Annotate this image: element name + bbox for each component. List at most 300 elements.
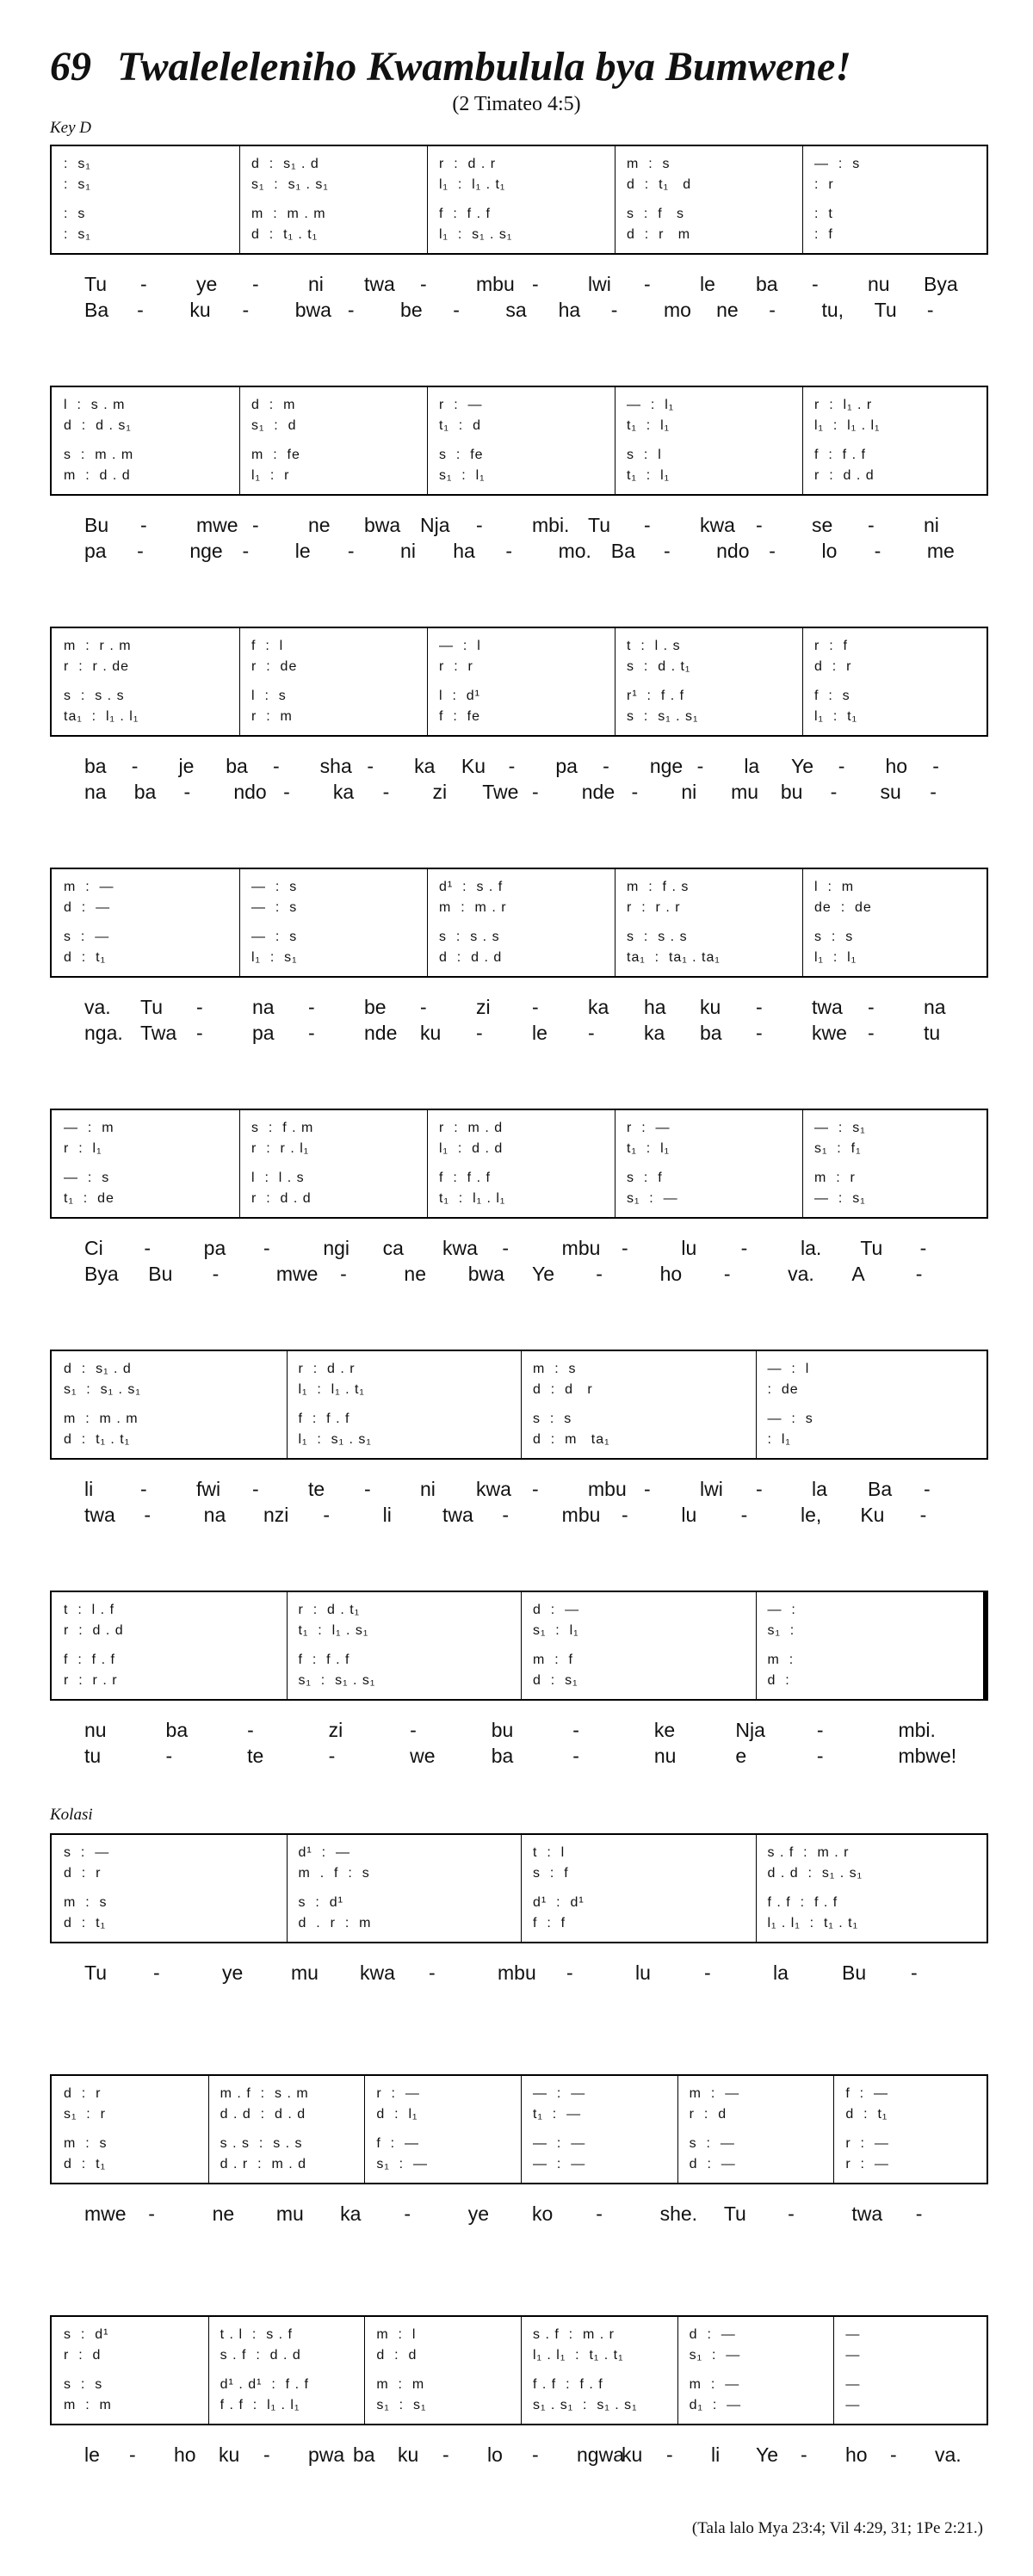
- lyric-syllable: na: [924, 996, 946, 1018]
- solfa-notes: s : f . m: [251, 1121, 314, 1135]
- solfa-notes: s₁ : —: [376, 2157, 428, 2171]
- solfa-notes: r : —: [845, 2136, 889, 2151]
- lyric-syllable: be: [400, 299, 423, 321]
- lyric-syllable: -: [263, 1237, 270, 1259]
- lyric-syllable: mwe: [275, 1263, 319, 1285]
- lyric-syllable: -: [801, 2443, 807, 2466]
- lyric-line: [50, 298, 988, 322]
- lyric-syllable: -: [756, 1022, 763, 1044]
- solfa-notes: d₁ : —: [689, 2398, 742, 2412]
- lyric-syllable: -: [283, 781, 290, 803]
- solfa-notes: — : —: [533, 2157, 586, 2171]
- lyric-syllable: kwa: [360, 1961, 395, 1984]
- lyric-syllable: -: [129, 2443, 136, 2466]
- solfa-notes: m : m . m: [251, 207, 326, 221]
- solfa-notes: m : fe: [251, 448, 300, 462]
- solfa-notes: s₁ : l₁: [533, 1623, 579, 1638]
- lyric-syllable: -: [788, 2202, 795, 2225]
- lyric-syllable: Ba: [84, 299, 109, 321]
- lyric-syllable: ni: [400, 540, 416, 562]
- lyric-syllable: -: [740, 1237, 748, 1259]
- lyric-syllable: te: [247, 1745, 264, 1767]
- solfa-notes: — : s: [251, 880, 298, 894]
- solfa-notes: — : s: [814, 157, 861, 171]
- lyric-line: [50, 513, 988, 537]
- solfa-notes: — : s₁: [814, 1121, 866, 1135]
- solfa-notes: r : d . r: [439, 157, 497, 171]
- lyric-syllable: she.: [659, 2202, 698, 2225]
- solfa-notes: d¹ : d¹: [533, 1895, 585, 1910]
- solfa-notes: t₁ : l₁: [627, 418, 671, 433]
- solfa-notes: r¹ : f . f: [627, 689, 685, 703]
- lyric-syllable: -: [347, 540, 355, 562]
- solfa-notes: s₁ : f₁: [814, 1141, 862, 1156]
- solfa-notes: d : —: [64, 900, 111, 915]
- lyric-syllable: ko: [532, 2202, 554, 2225]
- solfa-notes: m : f: [533, 1652, 573, 1667]
- solfa-notes: d : —: [689, 2157, 736, 2171]
- solfa-notes: r : —: [845, 2157, 889, 2171]
- lyric-syllable: -: [420, 996, 427, 1018]
- lyric-syllable: -: [323, 1504, 330, 1526]
- solfa-notes: — : l: [439, 639, 481, 653]
- lyric-syllable: la: [773, 1961, 789, 1984]
- solfa-notes: s : s . s: [627, 930, 688, 944]
- lyric-syllable: na: [84, 781, 107, 803]
- solfa-notes: l₁ : s₁ . s₁: [298, 1432, 372, 1447]
- lyric-syllable: ye: [196, 273, 218, 295]
- solfa-notes: r : r: [439, 659, 473, 674]
- solfa-notes: s₁ : s₁ . s₁: [251, 177, 329, 192]
- solfa-notes: m : m . m: [64, 1412, 139, 1426]
- solfa-notes: — : l: [767, 1362, 810, 1376]
- lyric-syllable: mu: [275, 2202, 304, 2225]
- bar-line: [287, 1835, 288, 1942]
- lyric-syllable: -: [137, 299, 144, 321]
- lyric-syllable: -: [505, 540, 513, 562]
- solfa-notes: t₁ : l₁: [627, 468, 671, 483]
- lyric-syllable: nu: [84, 1719, 107, 1741]
- lyric-line: [50, 1236, 988, 1260]
- lyric-syllable: -: [140, 273, 147, 295]
- lyric-syllable: su: [880, 781, 901, 803]
- lyric-syllable: nu: [868, 273, 890, 295]
- lyric-syllable: ka: [332, 781, 355, 803]
- lyric-syllable: -: [622, 1237, 628, 1259]
- solfa-notes: l₁ : l₁ . t₁: [298, 1382, 365, 1397]
- lyric-syllable: le: [700, 273, 715, 295]
- lyric-syllable: -: [756, 514, 763, 536]
- lyric-syllable: ho: [659, 1263, 683, 1285]
- lyric-syllable: le,: [801, 1504, 822, 1526]
- solfa-notes: s : s: [814, 930, 854, 944]
- lyric-syllable: nde: [364, 1022, 398, 1044]
- lyric-syllable: -: [572, 1745, 579, 1767]
- solfa-notes: d . d : s₁ . s₁: [767, 1866, 863, 1881]
- solfa-notes: d¹ : —: [298, 1845, 350, 1860]
- lyric-syllable: li: [382, 1504, 392, 1526]
- lyric-syllable: -: [868, 1022, 875, 1044]
- solfa-notes: s : l: [627, 448, 662, 462]
- lyric-syllable: nga.: [84, 1022, 123, 1044]
- solfa-notes: l : d¹: [439, 689, 481, 703]
- solfa-notes: —: [845, 2327, 861, 2342]
- bar-line: [833, 2317, 834, 2424]
- lyric-syllable: kwa: [700, 514, 735, 536]
- lyric-syllable: -: [532, 1478, 539, 1500]
- solfa-notes: r : d . d: [814, 468, 875, 483]
- solfa-notes: — : s: [251, 900, 298, 915]
- lyric-syllable: Ku: [461, 755, 486, 777]
- lyric-syllable: ndo: [716, 540, 750, 562]
- solfa-notes: m : —: [689, 2086, 740, 2101]
- lyric-syllable: -: [816, 1719, 824, 1741]
- tonic-solfa-system: [50, 2074, 988, 2184]
- solfa-notes: l₁ : t₁: [814, 709, 858, 724]
- lyric-syllable: -: [502, 1504, 509, 1526]
- lyric-syllable: -: [140, 1478, 147, 1500]
- solfa-notes: d : t₁ d: [627, 177, 692, 192]
- lyric-syllable: -: [252, 273, 259, 295]
- lyric-syllable: ne: [212, 2202, 235, 2225]
- solfa-notes: s : d¹: [64, 2327, 109, 2342]
- solfa-notes: s₁ : s₁: [376, 2398, 427, 2412]
- lyric-syllable: -: [148, 2202, 155, 2225]
- lyric-syllable: ka: [644, 1022, 665, 1044]
- solfa-notes: — : s: [767, 1412, 813, 1426]
- bar-line: [802, 1110, 803, 1217]
- lyric-syllable: e: [735, 1745, 747, 1767]
- solfa-notes: m . f : s . m: [220, 2086, 309, 2101]
- solfa-notes: f : —: [376, 2136, 419, 2151]
- tonic-solfa-system: [50, 627, 988, 737]
- solfa-notes: r : —: [376, 2086, 420, 2101]
- lyric-syllable: -: [816, 1745, 824, 1767]
- solfa-notes: r : d . d: [251, 1191, 312, 1206]
- lyric-line: [50, 780, 988, 804]
- lyric-syllable: -: [502, 1237, 509, 1259]
- bar-line: [239, 387, 240, 494]
- lyric-syllable: -: [340, 1263, 347, 1285]
- tonic-solfa-system: [50, 1109, 988, 1219]
- lyric-line: [50, 539, 988, 563]
- bar-line: [427, 146, 428, 253]
- lyric-syllable: -: [532, 273, 539, 295]
- solfa-notes: : t: [814, 207, 833, 221]
- bar-line: [239, 869, 240, 976]
- lyric-syllable: -: [756, 1478, 763, 1500]
- lyric-syllable: -: [144, 1237, 151, 1259]
- lyric-syllable: Tu: [588, 514, 610, 536]
- solfa-notes: f : s: [814, 689, 851, 703]
- lyric-syllable: zi: [328, 1719, 343, 1741]
- lyric-syllable: Tu: [140, 996, 163, 1018]
- solfa-notes: s₁ . s₁ : s₁ . s₁: [533, 2398, 638, 2412]
- lyric-syllable: -: [596, 2202, 603, 2225]
- lyric-syllable: ha: [644, 996, 666, 1018]
- lyric-syllable: kwa: [442, 1237, 478, 1259]
- lyric-syllable: Tu: [874, 299, 897, 321]
- solfa-notes: s : s . s: [439, 930, 500, 944]
- solfa-notes: s₁ : —: [627, 1191, 678, 1206]
- bar-line: [521, 2076, 522, 2183]
- solfa-notes: d : t₁ . t₁: [64, 1432, 131, 1447]
- solfa-notes: l : l . s: [251, 1171, 305, 1185]
- lyric-syllable: Ba: [610, 540, 635, 562]
- solfa-notes: s . s : s . s: [220, 2136, 303, 2151]
- solfa-notes: d : m ta₁: [533, 1432, 610, 1447]
- bar-line: [208, 2317, 209, 2424]
- solfa-notes: l₁ : l₁ . l₁: [814, 418, 881, 433]
- solfa-notes: : s₁: [64, 157, 91, 171]
- solfa-notes: d : r m: [627, 227, 691, 242]
- lyric-syllable: ne: [308, 514, 331, 536]
- bar-line: [239, 146, 240, 253]
- lyric-syllable: -: [631, 781, 639, 803]
- solfa-notes: — : —: [533, 2136, 586, 2151]
- solfa-notes: s : f s: [627, 207, 685, 221]
- bar-line: [756, 1592, 757, 1699]
- lyric-syllable: -: [252, 1478, 259, 1500]
- lyric-syllable: kwe: [812, 1022, 847, 1044]
- lyric-syllable: be: [364, 996, 387, 1018]
- solfa-notes: s : s . s: [64, 689, 125, 703]
- solfa-notes: d : t₁: [64, 950, 106, 965]
- solfa-notes: d : d . s₁: [64, 418, 132, 433]
- lyric-syllable: -: [666, 2443, 673, 2466]
- solfa-notes: : r: [814, 177, 834, 192]
- lyric-syllable: va.: [788, 1263, 814, 1285]
- bar-line: [427, 1110, 428, 1217]
- lyric-syllable: mbu: [561, 1237, 601, 1259]
- solfa-notes: r : r . de: [64, 659, 130, 674]
- solfa-notes: d : r: [814, 659, 852, 674]
- lyric-syllable: na: [252, 996, 275, 1018]
- lyric-syllable: -: [663, 540, 671, 562]
- solfa-notes: r : —: [439, 398, 483, 412]
- lyric-syllable: ba: [133, 781, 157, 803]
- solfa-notes: d : t₁: [64, 2157, 106, 2171]
- solfa-notes: r : r . r: [64, 1673, 118, 1688]
- lyric-syllable: le: [84, 2443, 100, 2466]
- bar-line: [677, 2076, 678, 2183]
- lyric-syllable: -: [919, 1237, 927, 1259]
- lyric-syllable: ha: [453, 540, 475, 562]
- solfa-notes: d : s₁ . d: [251, 157, 319, 171]
- lyric-syllable: ha: [558, 299, 581, 321]
- solfa-notes: m : m . r: [439, 900, 507, 915]
- solfa-notes: d : —: [533, 1603, 580, 1617]
- lyric-syllable: Nja: [420, 514, 450, 536]
- lyric-syllable: ye: [222, 1961, 244, 1984]
- lyric-syllable: ba: [756, 273, 778, 295]
- lyric-syllable: -: [644, 273, 651, 295]
- lyric-syllable: pa: [252, 1022, 275, 1044]
- lyric-syllable: mu: [291, 1961, 319, 1984]
- solfa-notes: d . d : d . d: [220, 2107, 306, 2122]
- lyric-syllable: -: [212, 1263, 220, 1285]
- solfa-notes: f : f: [533, 1916, 566, 1930]
- bar-line: [287, 1592, 288, 1699]
- lyric-line: [50, 1021, 988, 1045]
- lyric-syllable: me: [926, 540, 955, 562]
- lyric-syllable: Tu: [84, 1961, 107, 1984]
- lyric-syllable: -: [622, 1504, 628, 1526]
- hymn-number: 69: [50, 44, 91, 90]
- solfa-notes: s : d¹: [298, 1895, 343, 1910]
- lyric-syllable: -: [144, 1504, 151, 1526]
- lyric-syllable: mwe: [196, 514, 238, 536]
- tonic-solfa-system: [50, 2315, 988, 2425]
- lyric-line: [50, 1744, 988, 1768]
- lyric-syllable: se: [812, 514, 833, 536]
- solfa-notes: t₁ : l₁ . s₁: [298, 1623, 369, 1638]
- lyric-line: [50, 1262, 988, 1286]
- lyric-syllable: la: [812, 1478, 827, 1500]
- lyric-syllable: sha: [319, 755, 352, 777]
- lyric-line: [50, 1718, 988, 1742]
- solfa-notes: s₁ : —: [689, 2348, 741, 2363]
- solfa-notes: f : f . f: [298, 1412, 350, 1426]
- lyric-syllable: mbi.: [898, 1719, 936, 1741]
- lyric-syllable: -: [367, 755, 374, 777]
- lyric-syllable: -: [696, 755, 704, 777]
- solfa-notes: s₁ : l₁: [439, 468, 486, 483]
- bar-line: [364, 2317, 365, 2424]
- lyric-syllable: ne: [716, 299, 739, 321]
- lyric-syllable: mwe: [84, 2202, 127, 2225]
- lyric-syllable: Ba: [868, 1478, 893, 1500]
- lyric-syllable: ke: [653, 1719, 676, 1741]
- lyric-syllable: lo: [821, 540, 838, 562]
- lyric-syllable: twa: [442, 1504, 473, 1526]
- solfa-notes: s₁ : r: [64, 2107, 106, 2122]
- lyric-syllable: -: [769, 299, 776, 321]
- solfa-notes: m : l: [376, 2327, 417, 2342]
- lyric-syllable: -: [382, 781, 390, 803]
- lyric-syllable: ba: [84, 755, 107, 777]
- lyric-syllable: nde: [581, 781, 615, 803]
- lyric-syllable: -: [508, 755, 516, 777]
- solfa-notes: m : m: [64, 2398, 112, 2412]
- solfa-notes: t₁ : l₁ . l₁: [439, 1191, 506, 1206]
- solfa-notes: de : de: [814, 900, 872, 915]
- bar-line: [677, 2317, 678, 2424]
- solfa-notes: r : d: [689, 2107, 727, 2122]
- lyric-line: [50, 272, 988, 296]
- lyric-syllable: -: [247, 1719, 254, 1741]
- solfa-notes: l₁ : l₁: [814, 950, 857, 965]
- lyric-syllable: -: [610, 299, 618, 321]
- solfa-notes: d : l₁: [376, 2107, 418, 2122]
- lyric-syllable: -: [183, 781, 191, 803]
- lyric-syllable: tu: [84, 1745, 102, 1767]
- solfa-notes: l₁ : l₁ . t₁: [439, 177, 506, 192]
- solfa-notes: f : fe: [439, 709, 481, 724]
- lyric-syllable: la.: [801, 1237, 822, 1259]
- lyric-syllable: -: [137, 540, 144, 562]
- lyric-syllable: Bu: [842, 1961, 867, 1984]
- lyric-syllable: -: [915, 1263, 923, 1285]
- lyric-syllable: mbu: [476, 273, 515, 295]
- footer-references: (Tala lalo Mya 23:4; Vil 4:29, 31; 1Pe 2:21.): [691, 2519, 983, 2537]
- lyric-syllable: va.: [84, 996, 111, 1018]
- lyric-syllable: zi: [432, 781, 448, 803]
- solfa-notes: d . r : m . d: [220, 2157, 307, 2171]
- lyric-syllable: tu,: [821, 299, 844, 321]
- lyric-syllable: Ye: [532, 1263, 555, 1285]
- bar-line: [427, 869, 428, 976]
- solfa-notes: f . f : f . f: [533, 2377, 603, 2392]
- bar-line: [802, 628, 803, 735]
- lyric-syllable: Twa: [140, 1022, 177, 1044]
- solfa-notes: m : s: [627, 157, 671, 171]
- solfa-notes: l₁ . l₁ : t₁ . t₁: [767, 1916, 858, 1930]
- solfa-notes: d¹ . d¹ : f . f: [220, 2377, 309, 2392]
- lyric-syllable: -: [572, 1719, 579, 1741]
- solfa-notes: d¹ : s . f: [439, 880, 504, 894]
- lyric-syllable: mo: [663, 299, 691, 321]
- lyric-syllable: -: [131, 755, 139, 777]
- lyric-syllable: na: [203, 1504, 226, 1526]
- solfa-notes: m : m: [376, 2377, 425, 2392]
- lyric-syllable: lu: [681, 1237, 697, 1259]
- lyric-syllable: tu: [924, 1022, 941, 1044]
- solfa-notes: t₁ : de: [64, 1191, 114, 1206]
- solfa-notes: r : de: [251, 659, 298, 674]
- lyric-syllable: ba: [491, 1745, 514, 1767]
- lyric-syllable: twa: [364, 273, 395, 295]
- solfa-notes: d : t₁ . t₁: [251, 227, 319, 242]
- lyric-syllable: Tu: [84, 273, 107, 295]
- solfa-notes: d : t₁: [64, 1916, 106, 1930]
- lyric-syllable: -: [704, 1961, 711, 1984]
- lyric-syllable: -: [404, 2202, 411, 2225]
- lyric-syllable: lwi: [588, 273, 611, 295]
- lyric-syllable: -: [263, 2443, 270, 2466]
- solfa-notes: r : d . t₁: [298, 1603, 361, 1617]
- solfa-notes: r : f: [814, 639, 848, 653]
- lyric-syllable: ngi: [323, 1237, 350, 1259]
- lyric-syllable: Ci: [84, 1237, 103, 1259]
- solfa-notes: s : f: [533, 1866, 569, 1881]
- lyric-syllable: Ye: [791, 755, 814, 777]
- lyric-line: [50, 754, 988, 778]
- solfa-notes: ta₁ : ta₁ . ta₁: [627, 950, 721, 965]
- lyric-syllable: va.: [935, 2443, 962, 2466]
- lyric-syllable: Twe: [482, 781, 519, 803]
- bar-line: [802, 387, 803, 494]
- lyric-syllable: ku: [420, 1022, 442, 1044]
- lyric-syllable: Nja: [735, 1719, 765, 1741]
- chorus-label: Kolasi: [50, 1806, 93, 1824]
- lyric-syllable: bu: [780, 781, 803, 803]
- lyric-syllable: ne: [404, 1263, 427, 1285]
- lyric-line: [50, 2202, 988, 2226]
- solfa-notes: f . f : l₁ . l₁: [220, 2398, 300, 2412]
- lyric-syllable: je: [178, 755, 195, 777]
- lyric-syllable: li: [84, 1478, 94, 1500]
- lyric-syllable: pa: [555, 755, 578, 777]
- solfa-notes: r : m . d: [439, 1121, 504, 1135]
- lyric-syllable: -: [756, 996, 763, 1018]
- lyric-syllable: -: [429, 1961, 436, 1984]
- lyric-syllable: twa: [84, 1504, 115, 1526]
- solfa-notes: f : —: [845, 2086, 888, 2101]
- lyric-syllable: -: [644, 514, 651, 536]
- lyric-syllable: Bu: [148, 1263, 173, 1285]
- solfa-notes: — :: [767, 1603, 796, 1617]
